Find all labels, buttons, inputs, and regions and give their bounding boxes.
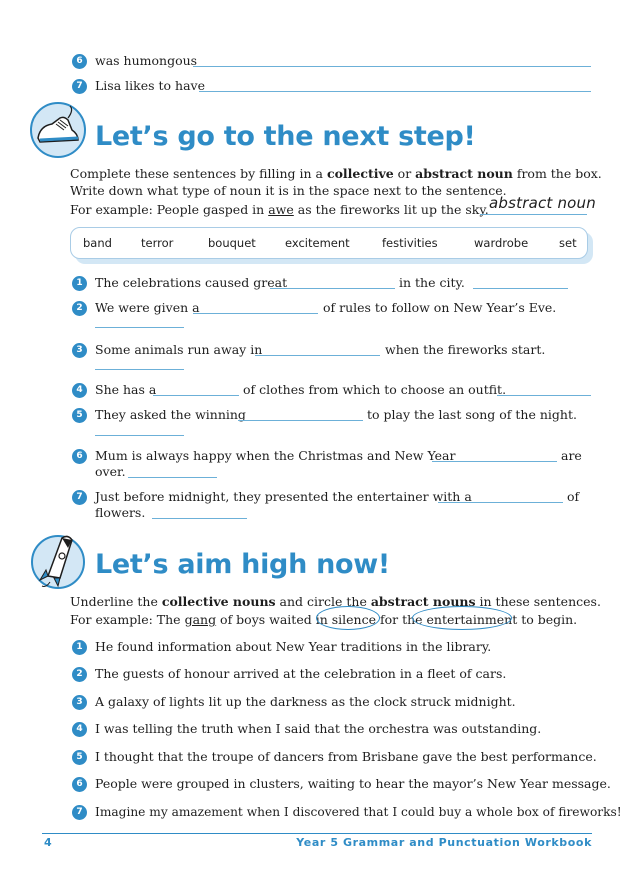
item-text: They asked the winning xyxy=(95,407,246,422)
item-number: 6 xyxy=(72,777,87,792)
item-text[interactable]: I thought that the troupe of dancers from Brisbane gave the best performance. xyxy=(95,749,597,764)
example-circle xyxy=(316,606,380,630)
noun-type-line[interactable] xyxy=(95,327,184,328)
footer-rule xyxy=(42,833,592,834)
item-number: 6 xyxy=(72,54,87,69)
item-number: 4 xyxy=(72,383,87,398)
blank-line[interactable] xyxy=(153,395,239,396)
noun-type-line[interactable] xyxy=(128,477,217,478)
item-number: 5 xyxy=(72,408,87,423)
item-text[interactable]: A galaxy of lights lit up the darkness as the clock struck midnight. xyxy=(95,694,516,709)
noun-type-line[interactable] xyxy=(473,288,568,289)
item-number: 6 xyxy=(72,449,87,464)
blank-line[interactable] xyxy=(193,313,318,314)
item-text[interactable]: He found information about New Year traditions in the library. xyxy=(95,639,492,654)
instruction: Complete these sentences by filling in a collective or abstract noun from the box. xyxy=(70,166,602,181)
item-text: in the city. xyxy=(399,275,465,290)
item-text: over. xyxy=(95,464,126,479)
item-text: Lisa likes to have xyxy=(95,78,205,93)
noun-type-line[interactable] xyxy=(152,518,247,519)
blank-line[interactable] xyxy=(432,461,557,462)
section-heading: Let’s aim high now! xyxy=(95,549,390,580)
page-number: 4 xyxy=(44,836,52,849)
example: For example: People gasped in awe as the fireworks lit up the sky. xyxy=(70,202,489,217)
rocket-icon xyxy=(28,528,88,592)
blank-line[interactable] xyxy=(438,502,563,503)
example-answer: abstract noun xyxy=(489,194,596,212)
word-box-item: bouquet xyxy=(208,236,256,250)
word-box-item: festivities xyxy=(382,236,438,250)
blank-line[interactable] xyxy=(238,420,363,421)
item-text: are xyxy=(561,448,582,463)
item-text: of clothes from which to choose an outfit. xyxy=(243,382,507,397)
item-number: 7 xyxy=(72,805,87,820)
item-number: 3 xyxy=(72,343,87,358)
word-box-item: band xyxy=(83,236,112,250)
answer-line[interactable] xyxy=(199,91,591,92)
word-box xyxy=(70,227,588,259)
item-number: 5 xyxy=(72,750,87,765)
item-text: She has a xyxy=(95,382,157,397)
item-text: We were given a xyxy=(95,300,200,315)
item-text: The celebrations caused great xyxy=(95,275,288,290)
item-number: 2 xyxy=(72,301,87,316)
word-box-item: set xyxy=(559,236,577,250)
item-number: 1 xyxy=(72,276,87,291)
item-text[interactable]: Imagine my amazement when I discovered that I could buy a whole box of fireworks! xyxy=(95,805,622,819)
item-number: 7 xyxy=(72,79,87,94)
item-number: 3 xyxy=(72,695,87,710)
blank-line[interactable] xyxy=(255,355,380,356)
item-number: 1 xyxy=(72,640,87,655)
item-text: of xyxy=(567,489,580,504)
item-text: of rules to follow on New Year’s Eve. xyxy=(323,300,557,315)
item-text: Some animals run away in xyxy=(95,342,263,357)
example: For example: The gang of boys waited in silence for the entertainment to begin. xyxy=(70,612,578,627)
item-text: was humongous xyxy=(95,53,198,68)
instruction: Underline the collective nouns and circle the abstract nouns in these sentences. xyxy=(70,594,601,609)
item-text: flowers. xyxy=(95,505,146,520)
word-box-item: excitement xyxy=(285,236,350,250)
item-text: when the fireworks start. xyxy=(385,342,546,357)
section-heading: Let’s go to the next step! xyxy=(95,121,476,152)
item-text: to play the last song of the night. xyxy=(367,407,577,422)
example-answer-line xyxy=(480,214,587,215)
instruction: Write down what type of noun it is in the space next to the sentence. xyxy=(70,183,507,198)
item-text[interactable]: The guests of honour arrived at the celebration in a fleet of cars. xyxy=(95,666,507,681)
item-text: Mum is always happy when the Christmas and New Year xyxy=(95,448,456,463)
word-box-item: terror xyxy=(141,236,174,250)
book-title: Year 5 Grammar and Punctuation Workbook xyxy=(296,836,592,849)
sneaker-icon xyxy=(28,100,88,160)
noun-type-line[interactable] xyxy=(95,435,184,436)
answer-line[interactable] xyxy=(193,66,591,67)
blank-line[interactable] xyxy=(270,288,395,289)
example-circle xyxy=(412,606,512,630)
item-number: 4 xyxy=(72,722,87,737)
item-text: Just before midnight, they presented the entertainer with a xyxy=(95,489,472,504)
item-text[interactable]: I was telling the truth when I said that the orchestra was outstanding. xyxy=(95,721,542,736)
word-box-item: wardrobe xyxy=(474,236,529,250)
item-text[interactable]: People were grouped in clusters, waiting to hear the mayor’s New Year message. xyxy=(95,776,611,791)
item-number: 2 xyxy=(72,667,87,682)
noun-type-line[interactable] xyxy=(497,395,591,396)
noun-type-line[interactable] xyxy=(95,369,184,370)
item-number: 7 xyxy=(72,490,87,505)
